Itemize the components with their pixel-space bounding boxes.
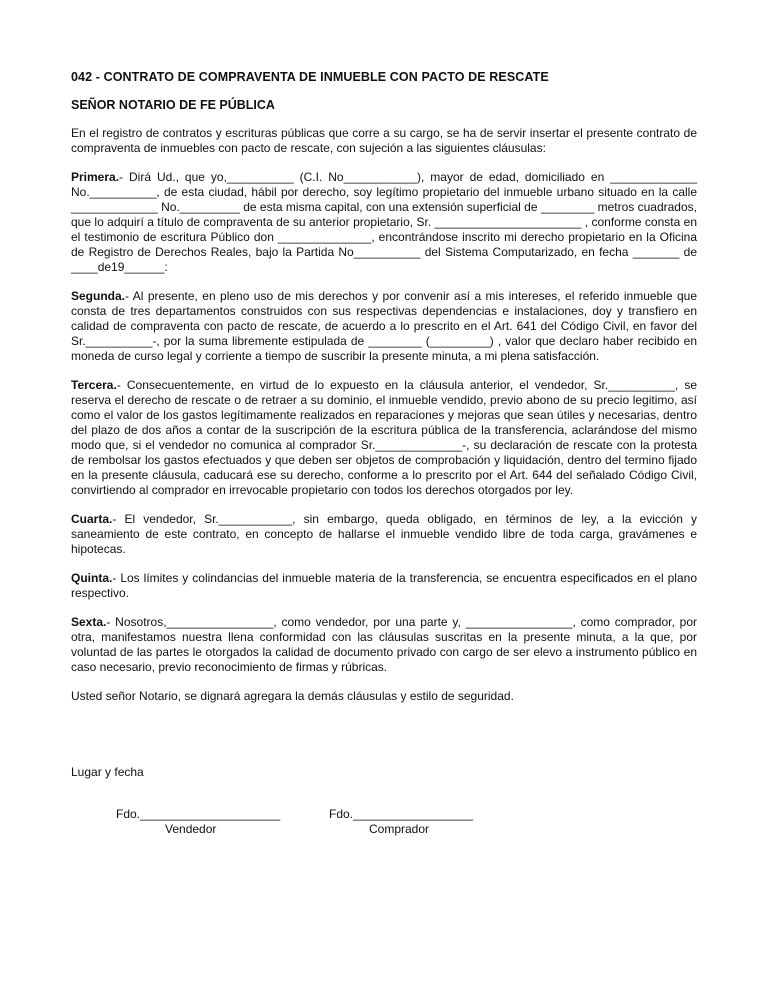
- place-date-label: Lugar y fecha: [71, 765, 144, 779]
- document-title: 042 - CONTRATO DE COMPRAVENTA DE INMUEBLE CON PACTO DE RESCATE: [71, 70, 549, 84]
- clause-label: Tercera.: [71, 378, 117, 392]
- clause-cuarta: [71, 512, 697, 557]
- clause-label: Cuarta.: [71, 512, 113, 526]
- clause-quinta: [71, 571, 697, 601]
- buyer-signature-block: [329, 807, 473, 837]
- buyer-signature-line: Fdo.__________________: [329, 807, 474, 821]
- clause-label: Sexta.: [71, 615, 107, 629]
- seller-signature-line: Fdo._____________________: [116, 807, 281, 821]
- clause-text: - Los límites y colindancias del inmueble materia de la transferencia, se encuentra especificados en el plano respectivo.: [71, 571, 697, 600]
- buyer-role-label: Comprador: [369, 822, 430, 836]
- seller-signature-block: [116, 807, 280, 837]
- seller-role-label: Vendedor: [165, 822, 217, 836]
- clause-sexta: [71, 615, 697, 675]
- clause-text: - Nosotros,________________, como vendedor, por una parte y, ________________, como comprador, por otra, manifestamos nuestra llena conformidad con las cláusulas suscritas en la presente minuta, a la que, por voluntad de las partes le otorgados la calidad de documento privado con cargo de ser elevo a instrumento público en caso necesario, previo reconocimiento de firmas y rúbricas.: [71, 615, 697, 674]
- clause-tercera: [71, 378, 697, 498]
- clause-text: - El vendedor, Sr.___________, sin embargo, queda obligado, en términos de ley, a la evicción y saneamiento de este contrato, en concepto de hallarse el inmueble vendido libre de toda carga, gravámenes e hipotecas.: [71, 512, 697, 556]
- clause-label: Segunda.: [71, 289, 126, 303]
- clause-label: Quinta.: [71, 571, 113, 585]
- intro-paragraph: En el registro de contratos y escrituras públicas que corre a su cargo, se ha de servir insertar el presente contrato de compraventa de inmuebles con pacto de rescate, con sujeción a las siguientes cláusulas:: [71, 126, 697, 155]
- clause-text: - Dirá Ud., que yo,__________ (C.I. No___________), mayor de edad, domiciliado en _____________ No.__________, de esta ciudad, hábil por derecho, soy legítimo propietario del inmueble urbano situado en la calle _____________ No._________ de esta misma capital, con una extensión superficial de ________ metros cuadrados, que lo adquirí a título de compraventa de su anterior propietario, Sr. ______________________ , conforme consta en el testimonio de escritura Público don ______________, encontrándose inscrito mi derecho propietario en la Oficina de Registro de Derechos Reales, bajo la Partida No__________ del Sistema Computarizado, en fecha _______ de ____de19______:: [71, 170, 697, 274]
- clause-segunda: [71, 289, 697, 364]
- clause-text: - Consecuentemente, en virtud de lo expuesto en la cláusula anterior, el vendedor, Sr.__________, se reserva el derecho de rescate o de retraer a su dominio, el inmueble vendido, previo abono de su precio legitimo, así como el valor de los gastos legítimamente realizados en reparaciones y mejoras que sean útiles y necesarias, dentro del plazo de dos años a contar de la suscripción de la escritura pública de la transferencia, aclarándose del mismo modo que, si el vendedor no comunica al comprador Sr._____________-, su declaración de rescate con la protesta de rembolsar los gastos efectuados y que deben ser objetos de comprobación y liquidación, dentro del termino fijado en la presente cláusula, caducará ese su derecho, conforme a lo prescrito por el Art. 644 del señalado Código Civil, convirtiendo al comprador en irrevocable propietario con todos los derechos otorgados por ley.: [71, 378, 697, 497]
- clause-label: Primera.: [71, 170, 120, 184]
- document-subtitle: SEÑOR NOTARIO DE FE PÚBLICA: [71, 98, 275, 112]
- clause-text: - Al presente, en pleno uso de mis derechos y por convenir así a mis intereses, el referido inmueble que consta de tres departamentos construidos con sus respectivas dependencias e instalaciones, doy y transfiero en calidad de compraventa con pacto de rescate, de acuerdo a lo prescrito en el Art. 641 del Código Civil, en favor del Sr.__________-, por la suma libremente estipulada de ________ (_________) , valor que declaro haber recibido en moneda de curso legal y corriente a tiempo de suscribir la presente minuta, a mi plena satisfacción.: [71, 289, 697, 363]
- closing-paragraph: Usted señor Notario, se dignará agregara la demás cláusulas y estilo de seguridad.: [71, 689, 514, 703]
- clause-primera: [71, 170, 697, 275]
